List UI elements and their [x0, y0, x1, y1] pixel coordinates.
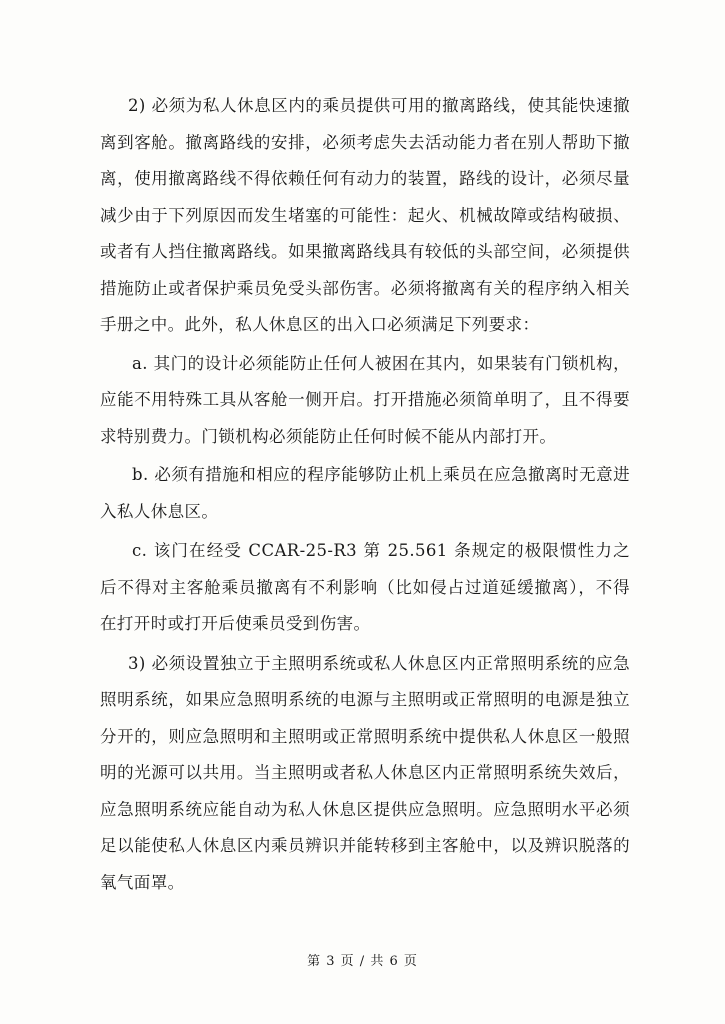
paragraph-item-3: 3) 必须设置独立于主照明系统或私人休息区内正常照明系统的应急照明系统，如果应急照明系统的电源与主照明或正常照明的电源是独立分开的，则应急照明和主照明或正常照明系统中提供私人休息区一般照明的光源可以共用。当主照明或者私人休息区内正常照明系统失效后，应急照明系统应能自动为私人休息区提供应急照明。应急照明水平必须足以能使私人休息区内乘员辨识并能转移到主客舱中，以及辨识脱落的氧气面罩。 [100, 653, 630, 892]
paragraph-subitem-b: b. 必须有措施和相应的程序能够防止机上乘员在应急撤离时无意进入私人休息区。 [100, 465, 630, 521]
document-body [100, 88, 630, 901]
paragraph-subitem-c: c. 该门在经受 CCAR-25-R3 第 25.561 条规定的极限惯性力之后不得对主客舱乘员撤离有不利影响（比如侵占过道延缓撤离），不得在打开时或打开后使乘员受到伤害。 [100, 541, 630, 633]
paragraph-item-2: 2) 必须为私人休息区内的乘员提供可用的撤离路线，使其能快速撤离到客舱。撤离路线的安排，必须考虑失去活动能力者在别人帮助下撤离，使用撤离路线不得依赖任何有动力的装置，路线的设计，必须尽量减少由于下列原因而发生堵塞的可能性：起火、机械故障或结构破损、或者有人挡住撤离路线。如果撤离路线具有较低的头部空间，必须提供措施防止或者保护乘员免受头部伤害。必须将撤离有关的程序纳入相关手册之中。此外，私人休息区的出入口必须满足下列要求： [100, 96, 630, 334]
paragraph-subitem-a: a. 其门的设计必须能防止任何人被困在其内，如果装有门锁机构，应能不用特殊工具从客舱一侧开启。打开措施必须简单明了，且不得要求特别费力。门锁机构必须能防止任何时候不能从内部打开。 [100, 353, 630, 446]
page-number-footer: 第 3 页 / 共 6 页 [307, 954, 418, 969]
